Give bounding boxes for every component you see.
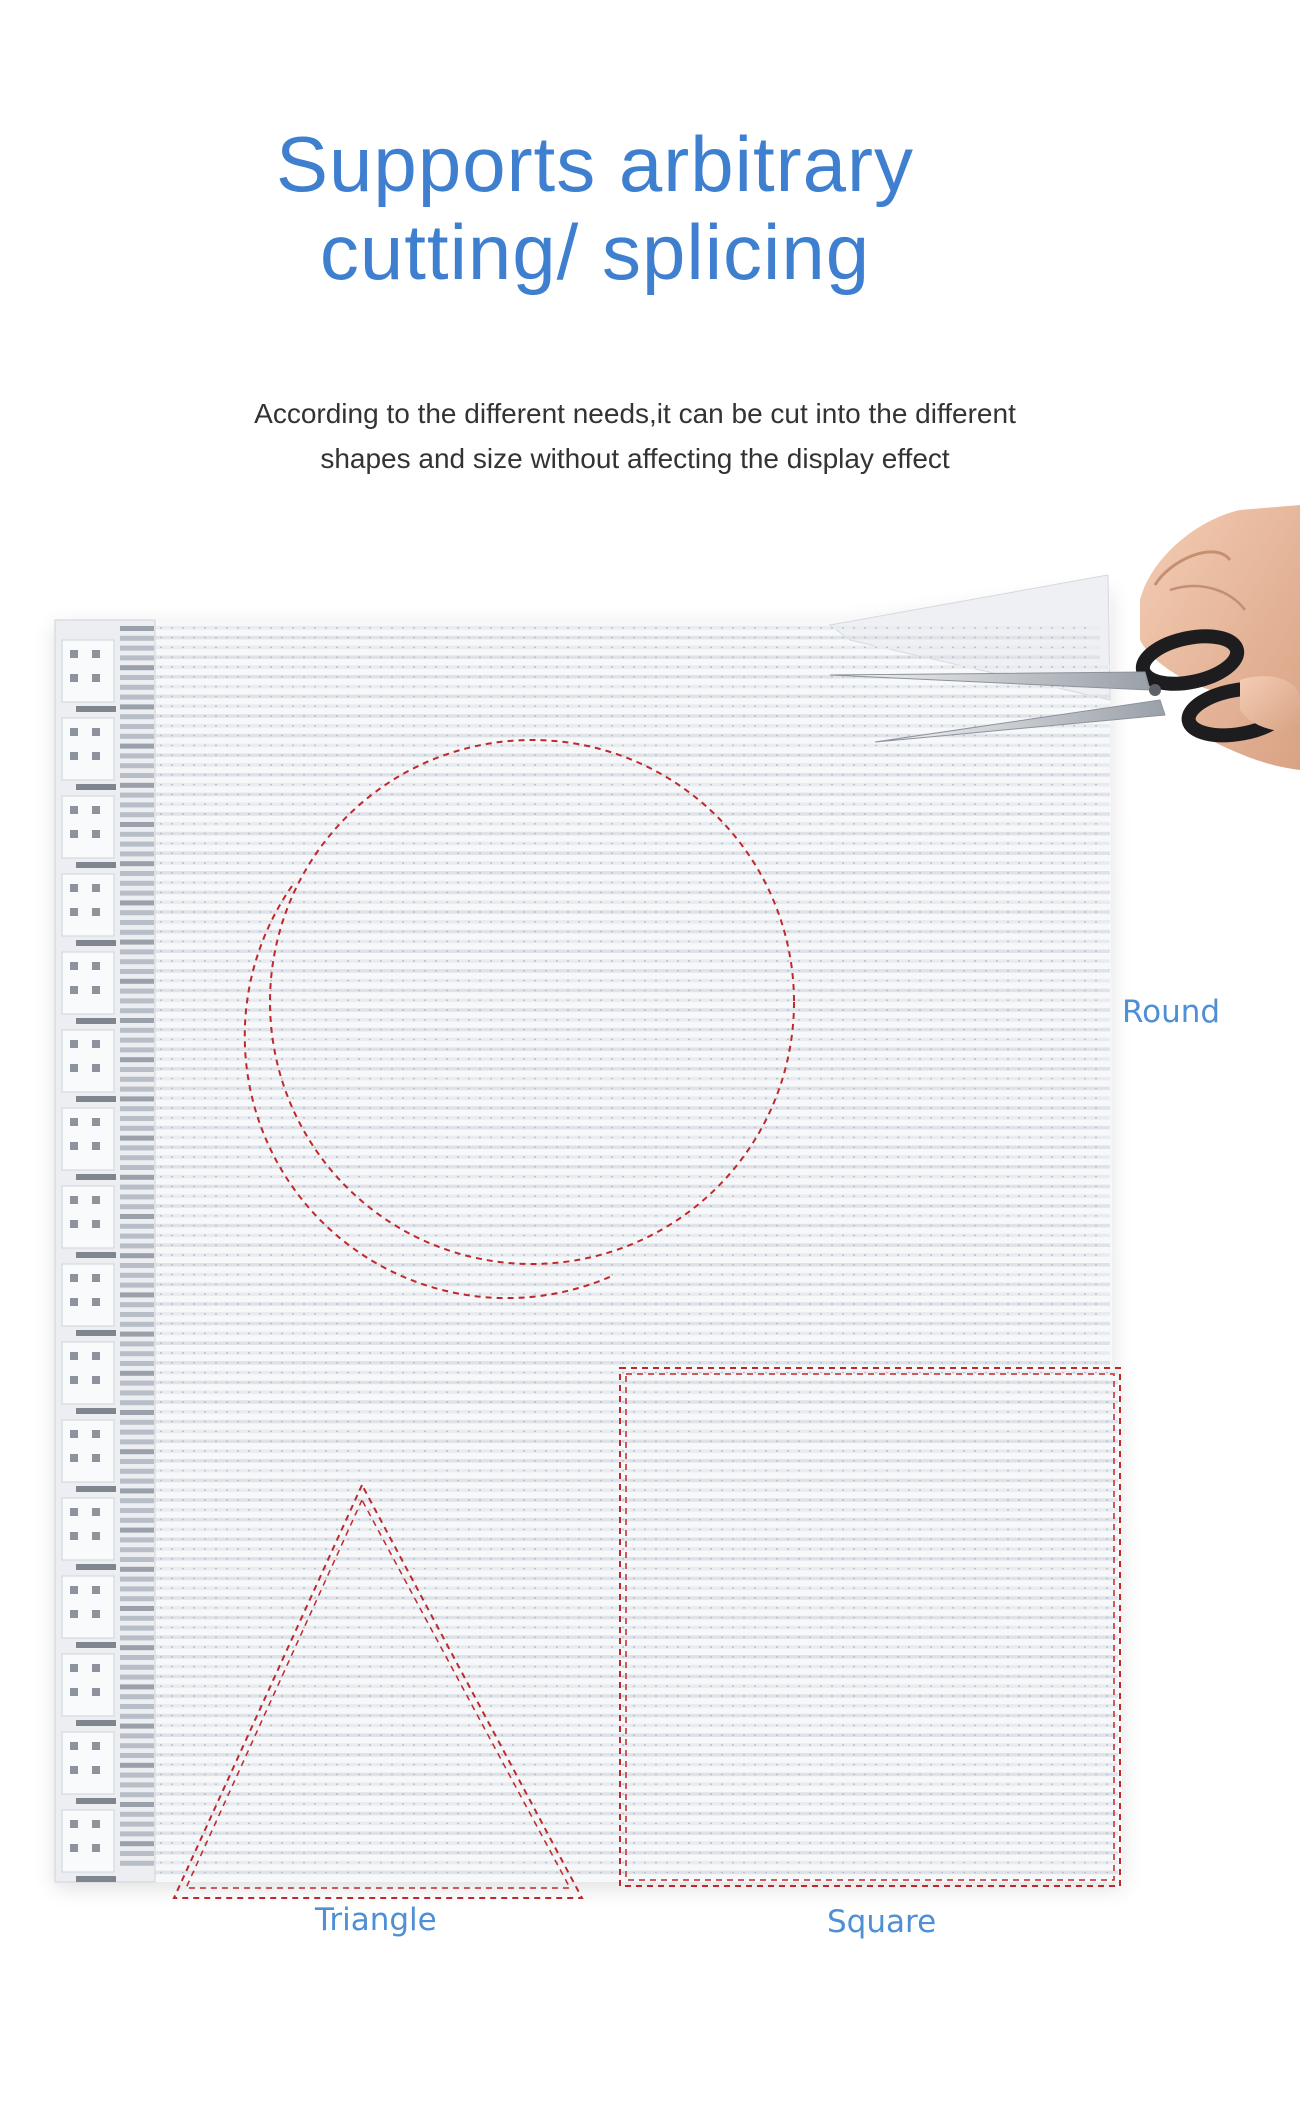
driver-chip bbox=[70, 1376, 78, 1384]
driver-connector bbox=[120, 734, 154, 739]
headline-line-2: cutting/ splicing bbox=[319, 208, 871, 296]
driver-connector bbox=[120, 1645, 154, 1650]
driver-connector bbox=[120, 998, 154, 1003]
driver-connector bbox=[120, 891, 154, 896]
driver-connector bbox=[120, 930, 154, 935]
driver-connector bbox=[120, 753, 154, 758]
driver-connector bbox=[120, 1635, 154, 1640]
driver-connector bbox=[120, 822, 154, 827]
driver-connector bbox=[120, 1420, 154, 1425]
driver-bar bbox=[76, 862, 116, 868]
description-line-1: According to the different needs,it can be cut into the different bbox=[254, 398, 1016, 429]
driver-bar bbox=[76, 1642, 116, 1648]
driver-connector bbox=[120, 1616, 154, 1621]
driver-connector bbox=[120, 1498, 154, 1503]
driver-chip bbox=[70, 1142, 78, 1150]
driver-connector bbox=[120, 695, 154, 700]
driver-chip bbox=[92, 1688, 100, 1696]
driver-chip bbox=[70, 1220, 78, 1228]
driver-chip bbox=[92, 1274, 100, 1282]
driver-chip bbox=[70, 1430, 78, 1438]
driver-chip bbox=[92, 1454, 100, 1462]
headline-line-1: Supports arbitrary bbox=[276, 120, 914, 208]
driver-connector bbox=[120, 1096, 154, 1101]
driver-connector bbox=[120, 783, 154, 788]
driver-connector bbox=[120, 1410, 154, 1415]
round-label: Round bbox=[1122, 994, 1221, 1030]
driver-bar bbox=[76, 1798, 116, 1804]
driver-chip bbox=[70, 1844, 78, 1852]
driver-connector bbox=[120, 1341, 154, 1346]
driver-connector bbox=[120, 900, 154, 905]
driver-chip bbox=[70, 1610, 78, 1618]
driver-connector bbox=[120, 1332, 154, 1337]
driver-chip bbox=[92, 986, 100, 994]
driver-connector bbox=[120, 1596, 154, 1601]
driver-connector bbox=[120, 1214, 154, 1219]
driver-bar bbox=[76, 1252, 116, 1258]
driver-connector bbox=[120, 1312, 154, 1317]
driver-chip bbox=[92, 1664, 100, 1672]
driver-board bbox=[62, 1732, 114, 1794]
driver-connector bbox=[120, 1861, 154, 1866]
driver-connector bbox=[120, 1488, 154, 1493]
driver-chip bbox=[70, 1586, 78, 1594]
driver-chip bbox=[92, 1742, 100, 1750]
led-film-panel-illustration bbox=[0, 500, 1300, 1960]
driver-connector bbox=[120, 1390, 154, 1395]
driver-connector bbox=[120, 1116, 154, 1121]
driver-bar bbox=[76, 1486, 116, 1492]
driver-connector bbox=[120, 1126, 154, 1131]
driver-chip bbox=[70, 1352, 78, 1360]
driver-connector bbox=[120, 1273, 154, 1278]
driver-connector bbox=[120, 1802, 154, 1807]
driver-chip bbox=[92, 1586, 100, 1594]
driver-board bbox=[62, 1498, 114, 1560]
driver-connector bbox=[120, 793, 154, 798]
driver-bar bbox=[76, 1564, 116, 1570]
driver-chip bbox=[92, 1352, 100, 1360]
driver-chip bbox=[92, 728, 100, 736]
driver-connector bbox=[120, 1283, 154, 1288]
driver-bar bbox=[76, 1096, 116, 1102]
driver-board bbox=[62, 1420, 114, 1482]
driver-connector bbox=[120, 1038, 154, 1043]
driver-board bbox=[62, 952, 114, 1014]
driver-chip bbox=[92, 1220, 100, 1228]
driver-connector bbox=[120, 1224, 154, 1229]
driver-board bbox=[62, 718, 114, 780]
driver-connector bbox=[120, 1459, 154, 1464]
driver-chip bbox=[70, 650, 78, 658]
driver-connector bbox=[120, 1400, 154, 1405]
driver-chip bbox=[70, 1532, 78, 1540]
driver-connector bbox=[120, 940, 154, 945]
driver-connector bbox=[120, 1567, 154, 1572]
driver-chip bbox=[70, 1820, 78, 1828]
driver-connector bbox=[120, 636, 154, 641]
driver-connector bbox=[120, 1136, 154, 1141]
driver-chip bbox=[92, 806, 100, 814]
driver-bar bbox=[76, 1330, 116, 1336]
driver-connector bbox=[120, 1165, 154, 1170]
driver-connector bbox=[120, 1028, 154, 1033]
driver-connector bbox=[120, 1155, 154, 1160]
driver-chip bbox=[70, 884, 78, 892]
driver-connector bbox=[120, 1753, 154, 1758]
driver-connector bbox=[120, 714, 154, 719]
driver-board bbox=[62, 1264, 114, 1326]
driver-board bbox=[62, 796, 114, 858]
driver-connector bbox=[120, 910, 154, 915]
driver-connector bbox=[120, 802, 154, 807]
driver-connector bbox=[120, 1773, 154, 1778]
driver-connector bbox=[120, 1077, 154, 1082]
driver-chip bbox=[70, 1454, 78, 1462]
driver-chip bbox=[92, 1118, 100, 1126]
driver-connector bbox=[120, 773, 154, 778]
driver-bar bbox=[76, 1720, 116, 1726]
driver-bar bbox=[76, 1876, 116, 1882]
driver-chip bbox=[70, 830, 78, 838]
driver-connector bbox=[120, 1518, 154, 1523]
description-line-2: shapes and size without affecting the display effect bbox=[320, 443, 950, 474]
driver-chip bbox=[70, 1508, 78, 1516]
driver-connector bbox=[120, 1008, 154, 1013]
driver-chip bbox=[92, 1430, 100, 1438]
driver-connector bbox=[120, 1145, 154, 1150]
driver-connector bbox=[120, 1714, 154, 1719]
driver-chip bbox=[92, 1298, 100, 1306]
driver-connector bbox=[120, 1724, 154, 1729]
driver-board bbox=[62, 874, 114, 936]
driver-connector bbox=[120, 1763, 154, 1768]
driver-board bbox=[62, 1810, 114, 1872]
driver-bar bbox=[76, 1408, 116, 1414]
driver-connector bbox=[120, 861, 154, 866]
driver-connector bbox=[120, 665, 154, 670]
driver-connector bbox=[120, 1253, 154, 1258]
driver-chip bbox=[92, 1064, 100, 1072]
driver-connector bbox=[120, 1743, 154, 1748]
driver-connector bbox=[120, 1381, 154, 1386]
driver-connector bbox=[120, 1449, 154, 1454]
driver-chip bbox=[70, 1688, 78, 1696]
driver-connector bbox=[120, 1792, 154, 1797]
driver-connector bbox=[120, 704, 154, 709]
driver-chip bbox=[70, 752, 78, 760]
driver-connector bbox=[120, 1655, 154, 1660]
driver-connector bbox=[120, 920, 154, 925]
driver-bar bbox=[76, 1174, 116, 1180]
driver-chip bbox=[92, 830, 100, 838]
driver-connector bbox=[120, 1469, 154, 1474]
driver-connector bbox=[120, 1047, 154, 1052]
driver-chip bbox=[92, 1196, 100, 1204]
driver-chip bbox=[92, 1508, 100, 1516]
driver-connector bbox=[120, 1234, 154, 1239]
triangle-label: Triangle bbox=[315, 1902, 437, 1938]
driver-connector bbox=[120, 1106, 154, 1111]
driver-connector bbox=[120, 1626, 154, 1631]
driver-connector bbox=[120, 724, 154, 729]
driver-column bbox=[55, 620, 155, 1882]
driver-bar bbox=[76, 706, 116, 712]
driver-connector bbox=[120, 1822, 154, 1827]
driver-connector bbox=[120, 812, 154, 817]
driver-board bbox=[62, 1654, 114, 1716]
driver-connector bbox=[120, 1204, 154, 1209]
driver-chip bbox=[92, 1820, 100, 1828]
driver-connector bbox=[120, 626, 154, 631]
driver-connector bbox=[120, 1547, 154, 1552]
driver-connector bbox=[120, 1361, 154, 1366]
driver-connector bbox=[120, 685, 154, 690]
driver-connector bbox=[120, 1292, 154, 1297]
driver-connector bbox=[120, 1371, 154, 1376]
driver-chip bbox=[92, 1766, 100, 1774]
driver-chip bbox=[70, 728, 78, 736]
driver-chip bbox=[70, 674, 78, 682]
driver-connector bbox=[120, 1439, 154, 1444]
driver-chip bbox=[70, 1040, 78, 1048]
driver-chip bbox=[70, 1196, 78, 1204]
driver-board bbox=[62, 1108, 114, 1170]
driver-chip bbox=[70, 1664, 78, 1672]
driver-connector bbox=[120, 832, 154, 837]
driver-chip bbox=[92, 884, 100, 892]
driver-connector bbox=[120, 851, 154, 856]
driver-chip bbox=[92, 1532, 100, 1540]
driver-connector bbox=[120, 1322, 154, 1327]
driver-connector bbox=[120, 1733, 154, 1738]
driver-connector bbox=[120, 1018, 154, 1023]
driver-connector bbox=[120, 1067, 154, 1072]
driver-connector bbox=[120, 1812, 154, 1817]
driver-connector bbox=[120, 1557, 154, 1562]
driver-connector bbox=[120, 871, 154, 876]
driver-connector bbox=[120, 1057, 154, 1062]
driver-connector bbox=[120, 1302, 154, 1307]
driver-connector bbox=[120, 1665, 154, 1670]
driver-connector bbox=[120, 1537, 154, 1542]
driver-connector bbox=[120, 744, 154, 749]
driver-connector bbox=[120, 646, 154, 651]
driver-connector bbox=[120, 655, 154, 660]
driver-connector bbox=[120, 675, 154, 680]
driver-board bbox=[62, 1576, 114, 1638]
driver-chip bbox=[92, 1142, 100, 1150]
driver-connector bbox=[120, 1684, 154, 1689]
driver-connector bbox=[120, 1430, 154, 1435]
driver-connector bbox=[120, 1175, 154, 1180]
driver-chip bbox=[92, 674, 100, 682]
driver-chip bbox=[92, 1610, 100, 1618]
driver-chip bbox=[92, 908, 100, 916]
driver-board bbox=[62, 1342, 114, 1404]
driver-chip bbox=[70, 1064, 78, 1072]
driver-bar bbox=[76, 784, 116, 790]
driver-board bbox=[62, 640, 114, 702]
driver-chip bbox=[70, 908, 78, 916]
driver-chip bbox=[70, 962, 78, 970]
driver-connector bbox=[120, 1851, 154, 1856]
driver-bar bbox=[76, 940, 116, 946]
driver-connector bbox=[120, 1508, 154, 1513]
driver-chip bbox=[70, 1742, 78, 1750]
driver-chip bbox=[92, 650, 100, 658]
driver-connector bbox=[120, 969, 154, 974]
driver-connector bbox=[120, 1243, 154, 1248]
driver-board bbox=[62, 1186, 114, 1248]
driver-connector bbox=[120, 1704, 154, 1709]
driver-connector bbox=[120, 1841, 154, 1846]
driver-chip bbox=[70, 806, 78, 814]
driver-bar bbox=[76, 1018, 116, 1024]
driver-connector bbox=[120, 1479, 154, 1484]
driver-connector bbox=[120, 1675, 154, 1680]
driver-connector bbox=[120, 1263, 154, 1268]
driver-chip bbox=[70, 1118, 78, 1126]
driver-chip bbox=[92, 962, 100, 970]
driver-connector bbox=[120, 949, 154, 954]
driver-connector bbox=[120, 1782, 154, 1787]
driver-chip bbox=[70, 1274, 78, 1282]
driver-chip bbox=[92, 1376, 100, 1384]
driver-connector bbox=[120, 1694, 154, 1699]
driver-connector bbox=[120, 979, 154, 984]
driver-connector bbox=[120, 989, 154, 994]
driver-chip bbox=[70, 1766, 78, 1774]
driver-connector bbox=[120, 1577, 154, 1582]
driver-connector bbox=[120, 1586, 154, 1591]
driver-chip bbox=[92, 1844, 100, 1852]
driver-connector bbox=[120, 1831, 154, 1836]
driver-board bbox=[62, 1030, 114, 1092]
driver-connector bbox=[120, 881, 154, 886]
driver-connector bbox=[120, 959, 154, 964]
driver-connector bbox=[120, 1351, 154, 1356]
driver-connector bbox=[120, 1606, 154, 1611]
driver-connector bbox=[120, 1528, 154, 1533]
driver-connector bbox=[120, 1087, 154, 1092]
driver-connector bbox=[120, 1194, 154, 1199]
driver-chip bbox=[70, 986, 78, 994]
driver-connector bbox=[120, 842, 154, 847]
square-label: Square bbox=[827, 1904, 937, 1940]
driver-chip bbox=[70, 1298, 78, 1306]
driver-connector bbox=[120, 763, 154, 768]
driver-connector bbox=[120, 1185, 154, 1190]
driver-chip bbox=[92, 1040, 100, 1048]
driver-chip bbox=[92, 752, 100, 760]
